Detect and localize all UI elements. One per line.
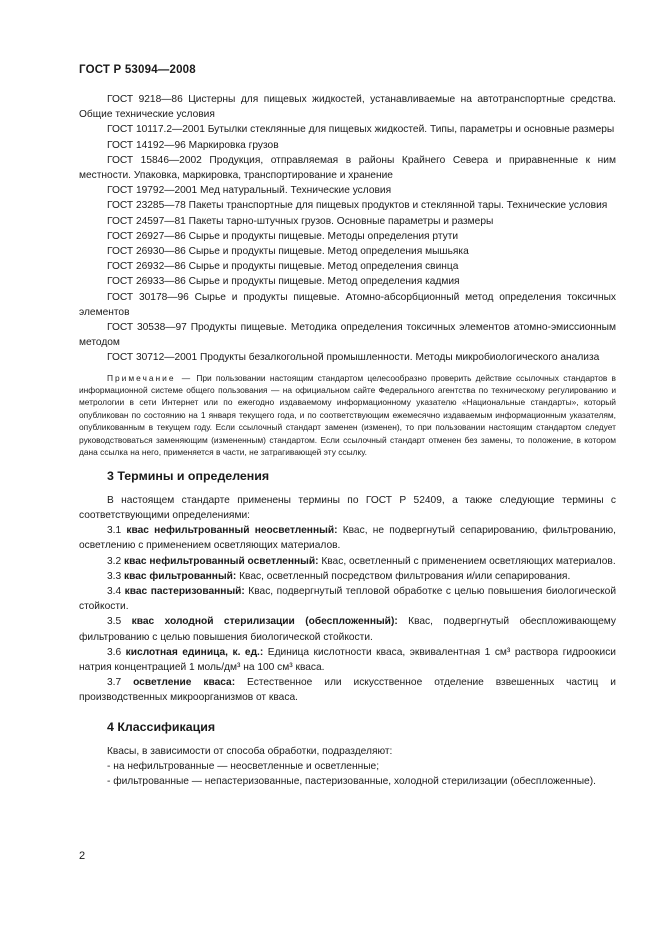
term-name: квас нефильтрованный неосветленный:: [126, 525, 338, 537]
term-definition: [79, 569, 616, 584]
term-name: квас пастеризованный:: [124, 585, 245, 597]
term-text: Квас, подвергнутый тепловой обработке с целью повышения биологической стойкости.: [79, 585, 617, 613]
term-definition: [79, 614, 616, 644]
reference-item: ГОСТ 26933—86 Сырье и продукты пищевые. Метод определения кадмия: [107, 276, 460, 288]
reference-item: ГОСТ 9218—86 Цистерны для пищевых жидкостей, устанавливаемые на автотранспортные средства. Общие технические условия: [79, 94, 616, 121]
term-definition: [79, 675, 616, 705]
section-4-title: 4 Классификация: [107, 719, 216, 734]
term-number: 3.3: [107, 570, 124, 582]
term-text: Квас, осветленный посредством фильтрования и/или сепарирования.: [236, 570, 571, 582]
section-4-intro: Квасы, в зависимости от способа обработки, подразделяют:: [107, 745, 393, 757]
term-number: 3.7: [107, 677, 134, 689]
reference-item: ГОСТ 26927—86 Сырье и продукты пищевые. Методы определения ртути: [107, 230, 459, 242]
term-name: квас фильтрованный:: [124, 570, 237, 582]
term-definition: [79, 554, 616, 569]
term-number: 3.5: [107, 616, 132, 628]
reference-item: ГОСТ 30712—2001 Продукты безалкогольной промышленности. Методы микробиологического анализа: [107, 352, 600, 364]
term-text: Квас, осветленный с применением осветляющих материалов.: [318, 555, 616, 567]
term-name: квас холодной стерилизации (обеспложенный):: [131, 616, 398, 628]
reference-item: ГОСТ 30538—97 Продукты пищевые. Методика определения токсичных элементов атомно-эмиссионным методом: [79, 322, 616, 349]
classification-item: - фильтрованные — непастеризованные, пастеризованные, холодной стерилизации (обеспложенные).: [107, 776, 596, 788]
note-paragraph: [79, 372, 616, 459]
reference-item: ГОСТ 24597—81 Пакеты тарно-штучных грузов. Основные параметры и размеры: [107, 215, 494, 227]
page-number: 2: [79, 850, 86, 862]
reference-item: ГОСТ 14192—96 Маркировка грузов: [107, 139, 279, 151]
term-text: Квас, подвергнутый обеспложивающему фильтрованию с целью повышения биологической стойкости.: [79, 616, 616, 643]
section-3-title: 3 Термины и определения: [107, 468, 270, 483]
reference-item: ГОСТ 30178—96 Сырье и продукты пищевые. Атомно-абсорбционный метод определения токсичных элементов: [79, 291, 616, 318]
note-text: При пользовании настоящим стандартом целесообразно проверить действие ссылочных стандартов в информационной системе общего пользования — на официальном сайте Федерального агентства по техническому регулированию и метрологии в сети Интернет или по ежегодно издаваемому информационному указателю «Национальные стандарты», который опубликован по состоянию на 1 января текущего года, и по соответствующим ежемесячно издаваемым информационным указателям, опубликованным в текущем году. Если ссылочный стандарт заменен (изменен), то при пользовании настоящим стандартом следует руководствоваться заменяющим (измененным) стандартом. Если ссылочный стандарт отменен без замены, то положение, в котором дана ссылка на него, применяется в части, не затрагивающей эту ссылку.: [79, 372, 616, 458]
reference-item: ГОСТ 23285—78 Пакеты транспортные для пищевых продуктов и стеклянной тары. Технические условия: [107, 200, 608, 212]
term-definition: [79, 584, 616, 614]
term-name: кислотная единица, к. ед.:: [125, 646, 264, 658]
term-text: Единица кислотности кваса, эквивалентная 1 см³ раствора гидроокиси натрия концентрацией 1 моль/дм³ на 100 см³ кваса.: [79, 646, 616, 673]
document-header: ГОСТ Р 53094—2008: [79, 64, 196, 76]
term-text: Квас, не подвергнутый сепарированию, фильтрованию, осветлению с применением осветляющих материалов.: [79, 525, 616, 552]
term-number: 3.2: [107, 555, 124, 567]
reference-item: ГОСТ 10117.2—2001 Бутылки стеклянные для пищевых жидкостей. Типы, параметры и основные размеры: [107, 124, 615, 136]
term-number: 3.4: [107, 585, 125, 597]
page-content: [79, 92, 616, 789]
term-text: Естественное или искусственное отделение взвешенных частиц и производственных микроорганизмов от кваса.: [79, 677, 616, 704]
term-number: 3.1: [107, 525, 127, 537]
term-number: 3.6: [107, 646, 126, 658]
reference-item: ГОСТ 26930—86 Сырье и продукты пищевые. Метод определения мышьяка: [107, 246, 469, 258]
term-name: осветление кваса:: [133, 677, 236, 689]
normative-references-list: [79, 92, 616, 366]
reference-item: ГОСТ 26932—86 Сырье и продукты пищевые. Метод определения свинца: [107, 261, 459, 273]
section-3-intro: В настоящем стандарте применены термины по ГОСТ Р 52409, а также следующие термины с соответствующими определениями:: [79, 494, 616, 521]
term-name: квас нефильтрованный осветленный:: [124, 555, 319, 567]
note-lead: Примечание —: [107, 372, 193, 383]
reference-item: ГОСТ 19792—2001 Мед натуральный. Технические условия: [107, 185, 392, 197]
term-definition: [79, 523, 616, 553]
classification-item: - на нефильтрованные — неосветленные и осветленные;: [107, 760, 380, 772]
reference-item: ГОСТ 15846—2002 Продукция, отправляемая в районы Крайнего Севера и приравненные к ним местности. Упаковка, маркировка, транспортирование и хранение: [79, 154, 616, 182]
term-definition: [79, 645, 616, 675]
